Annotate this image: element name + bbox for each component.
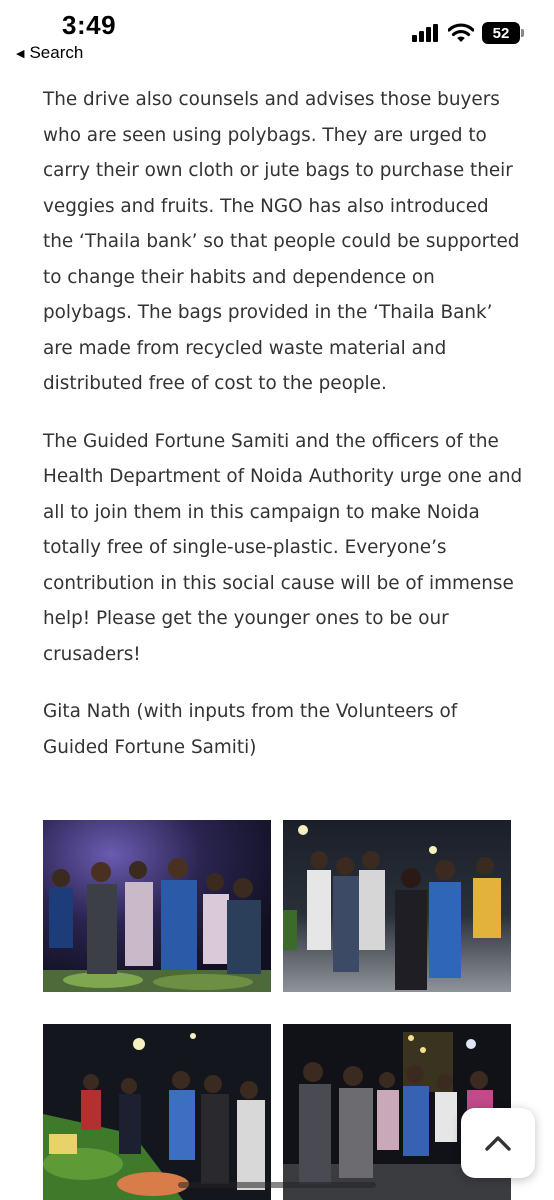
gallery-photo[interactable] xyxy=(43,1024,271,1200)
back-to-search-button[interactable] xyxy=(16,43,83,63)
photo-gallery xyxy=(43,820,513,1200)
status-icons xyxy=(412,22,520,44)
article-paragraph: The drive also counsels and advises those buyers who are seen using polybags. They are urged to carry their own cloth or jute bags to purchase their veggies and fruits. The NGO has also introduced the ‘Thaila bank’ so that people could be supported to change their habits and dependence on polybags. The bags provided in the ‘Thaila Bank’ are made from recycled waste material and distributed free of cost to the people. xyxy=(43,89,520,394)
back-label: Search xyxy=(29,43,84,62)
article-body xyxy=(43,82,523,791)
battery-level: 52 xyxy=(492,24,510,42)
article-paragraph: The Guided Fortune Samiti and the officers of the Health Department of Noida Authority urge one and all to join them in this campaign to make Noida totally free of single-use-plastic. Everyone’s contribution in this social cause will be of immense help! Please get the younger ones to be our crusaders! xyxy=(43,430,523,665)
battery-icon xyxy=(482,22,520,44)
home-indicator[interactable] xyxy=(178,1182,376,1188)
wifi-icon xyxy=(448,23,474,43)
article-author: Gita Nath (with inputs from the Volunteers of Guided Fortune Samiti) xyxy=(43,701,458,758)
scroll-to-top-button[interactable] xyxy=(461,1108,535,1178)
gallery-photo[interactable] xyxy=(283,820,511,992)
back-arrow-icon: ◀ xyxy=(16,47,25,60)
gallery-photo[interactable] xyxy=(43,820,271,992)
chevron-up-icon xyxy=(483,1133,513,1153)
status-bar xyxy=(0,0,554,80)
cellular-signal-icon xyxy=(412,24,440,42)
status-time: 3:49 xyxy=(62,10,117,40)
